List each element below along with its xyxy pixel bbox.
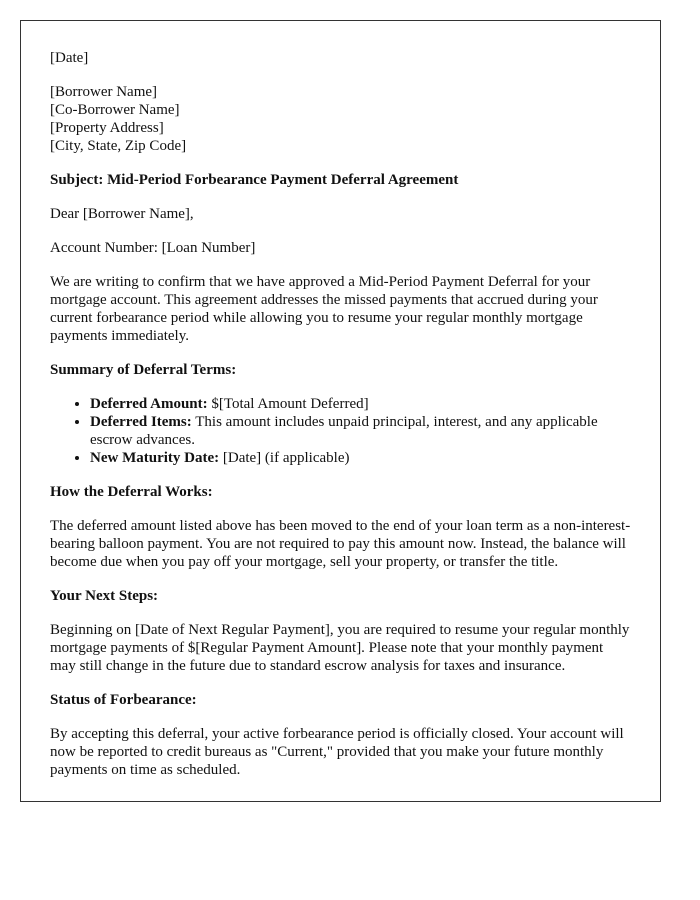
term-text: This amount includes unpaid principal, interest, and any applicable escrow advances. xyxy=(90,414,598,448)
terms-list xyxy=(50,395,632,467)
co-borrower-name: [Co-Borrower Name] xyxy=(50,102,180,118)
next-steps-paragraph: Beginning on [Date of Next Regular Payment], you are required to resume your regular monthly mortgage payments of $[Regular Payment Amount]. Please note that your monthly payment may still change in the future due to standard escrow analysis for taxes and insurance. xyxy=(50,622,630,674)
letter-date: [Date] xyxy=(50,50,89,66)
intro-paragraph: We are writing to confirm that we have approved a Mid-Period Payment Deferral for your mortgage account. This agreement addresses the missed payments that accrued during your current forbearance period while allowing you to resume your regular monthly mortgage payments immediately. xyxy=(50,274,598,344)
term-label: New Maturity Date: xyxy=(90,450,220,466)
summary-heading: Summary of Deferral Terms: xyxy=(50,362,237,378)
how-paragraph: The deferred amount listed above has been moved to the end of your loan term as a non-interest-bearing balloon payment. You are not required to pay this amount now. Instead, the balance will become due when you pay off your mortgage, sell your property, or transfer the title. xyxy=(50,518,631,570)
how-heading: How the Deferral Works: xyxy=(50,484,213,500)
status-heading: Status of Forbearance: xyxy=(50,692,197,708)
subject-line: Subject: Mid-Period Forbearance Payment Deferral Agreement xyxy=(50,172,459,188)
status-paragraph: By accepting this deferral, your active forbearance period is officially closed. Your account will now be reported to credit bureaus as "Current," provided that you make your future monthly payments on time as scheduled. xyxy=(50,726,624,778)
term-label: Deferred Amount: xyxy=(90,396,208,412)
term-label: Deferred Items: xyxy=(90,414,192,430)
term-text: $[Total Amount Deferred] xyxy=(207,396,369,412)
term-deferred-items xyxy=(90,413,632,449)
letter-page xyxy=(20,20,661,802)
term-deferred-amount xyxy=(90,395,632,413)
term-new-maturity-date xyxy=(90,449,632,467)
account-number: Account Number: [Loan Number] xyxy=(50,240,256,256)
term-text: [Date] (if applicable) xyxy=(219,450,350,466)
city-state-zip: [City, State, Zip Code] xyxy=(50,138,187,154)
property-address: [Property Address] xyxy=(50,120,164,136)
salutation: Dear [Borrower Name], xyxy=(50,206,194,222)
recipient-address xyxy=(50,83,632,155)
borrower-name: [Borrower Name] xyxy=(50,84,158,100)
next-steps-heading: Your Next Steps: xyxy=(50,588,159,604)
letter-body xyxy=(21,21,660,779)
